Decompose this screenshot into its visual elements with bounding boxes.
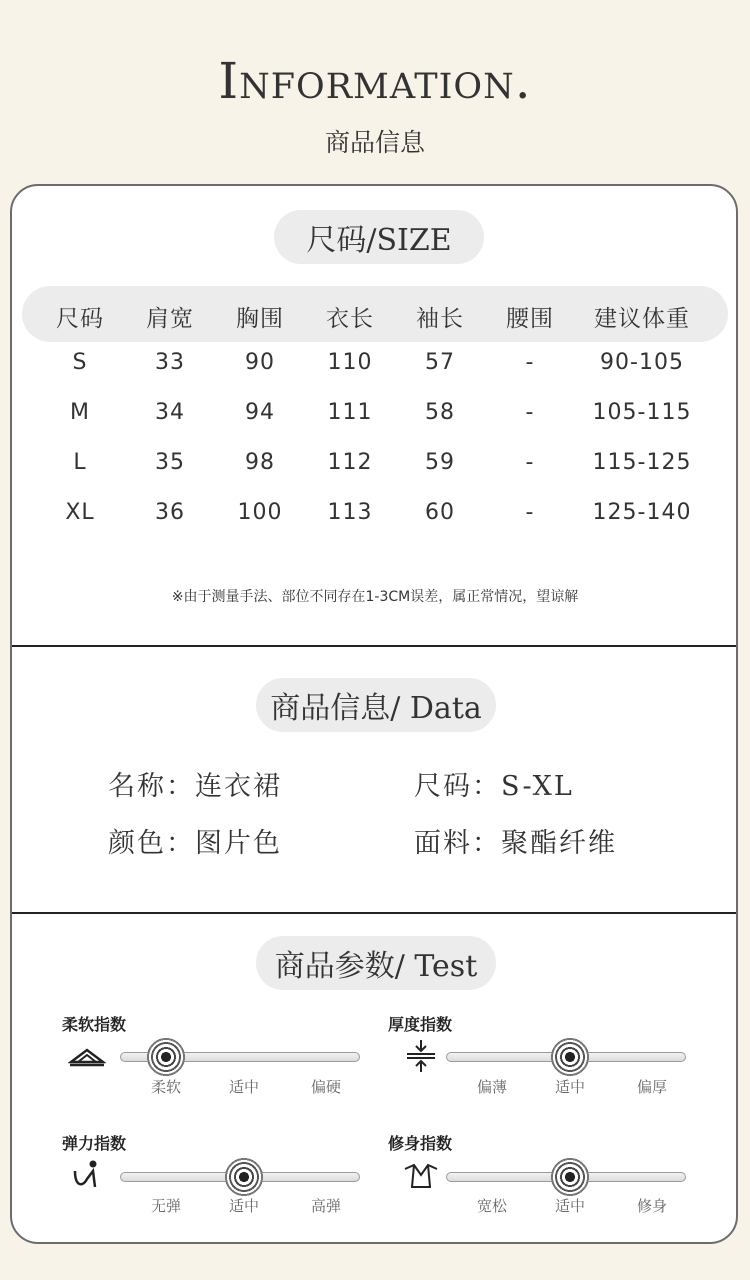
param-knob[interactable] <box>550 1157 590 1197</box>
param-knob[interactable] <box>224 1157 264 1197</box>
fit-icon <box>400 1158 442 1194</box>
size-table-cell: 57 <box>425 350 455 375</box>
param-tick-label: 偏薄 <box>476 1078 507 1096</box>
size-table-cell: 60 <box>425 500 455 525</box>
info-card <box>10 184 738 1244</box>
param-title: 柔软指数 <box>62 1015 127 1034</box>
size-table-cell: - <box>525 500 535 525</box>
param-tick-label: 高弹 <box>310 1197 341 1215</box>
product-color: 颜色：图片色 <box>108 828 282 859</box>
size-column-header: 腰围 <box>506 306 554 332</box>
size-column-header: 建议体重 <box>594 306 690 332</box>
param-knob[interactable] <box>146 1037 186 1077</box>
size-table-cell: 111 <box>327 400 373 425</box>
size-table-cell: M <box>70 400 90 425</box>
product-name: 名称：连衣裙 <box>108 771 282 802</box>
test-heading: 商品参数/ Test <box>256 936 496 990</box>
param-tick-label: 修身 <box>636 1197 667 1215</box>
size-column-header: 尺码 <box>56 306 104 332</box>
size-table-cell: 112 <box>327 450 373 475</box>
size-table-cell: 94 <box>245 400 275 425</box>
size-table-cell: 105-115 <box>592 400 692 425</box>
size-table-cell: 59 <box>425 450 455 475</box>
size-table-cell: 58 <box>425 400 455 425</box>
size-table-cell: 90-105 <box>600 350 684 375</box>
size-note: ※由于测量手法、部位不同存在1-3CM误差，属正常情况，望谅解 <box>171 589 579 605</box>
size-heading: 尺码/SIZE <box>274 210 484 264</box>
size-table-cell: - <box>525 350 535 375</box>
param-tick-label: 无弹 <box>150 1197 181 1215</box>
size-column-header: 胸围 <box>236 306 284 332</box>
size-table-cell: 98 <box>245 450 275 475</box>
param-title: 弹力指数 <box>62 1134 127 1153</box>
param-tick-label: 偏厚 <box>636 1078 667 1096</box>
param-tick-label: 偏硬 <box>310 1078 341 1096</box>
size-table-cell: 90 <box>245 350 275 375</box>
hero-subtitle: 商品信息 <box>324 128 425 157</box>
size-table-cell: 110 <box>327 350 373 375</box>
size-table-cell: 113 <box>327 500 373 525</box>
size-table-cell: 35 <box>155 450 185 475</box>
size-table-cell: 33 <box>155 350 185 375</box>
size-table-cell: 36 <box>155 500 185 525</box>
size-table-cell: 100 <box>237 500 283 525</box>
param-title: 修身指数 <box>388 1134 453 1153</box>
size-table-cell: XL <box>65 500 95 525</box>
size-table-cell: 125-140 <box>592 500 692 525</box>
param-tick-label: 适中 <box>554 1197 585 1215</box>
thickness-icon <box>400 1038 442 1074</box>
size-column-header: 肩宽 <box>146 306 194 332</box>
product-size-range: 尺码：S-XL <box>414 771 574 802</box>
param-tick-label: 适中 <box>554 1078 585 1096</box>
section-divider <box>12 912 736 914</box>
product-material: 面料：聚酯纤维 <box>414 828 617 859</box>
size-column-header: 袖长 <box>416 306 464 332</box>
param-knob[interactable] <box>550 1037 590 1077</box>
size-table-cell: - <box>525 450 535 475</box>
size-column-header: 衣长 <box>326 306 374 332</box>
section-divider <box>12 645 736 647</box>
param-tick-label: 适中 <box>228 1197 259 1215</box>
size-table-cell: - <box>525 400 535 425</box>
param-tick-label: 柔软 <box>150 1078 181 1096</box>
size-table-cell: S <box>72 350 88 375</box>
param-tick-label: 宽松 <box>476 1197 507 1215</box>
hero-title: Information. <box>218 52 532 110</box>
softness-icon <box>66 1038 108 1074</box>
size-table-cell: 34 <box>155 400 185 425</box>
param-tick-label: 适中 <box>228 1078 259 1096</box>
data-heading: 商品信息/ Data <box>256 678 496 732</box>
size-table-cell: L <box>73 450 87 475</box>
size-table-cell: 115-125 <box>592 450 692 475</box>
elasticity-icon <box>66 1158 108 1194</box>
param-title: 厚度指数 <box>388 1015 453 1034</box>
